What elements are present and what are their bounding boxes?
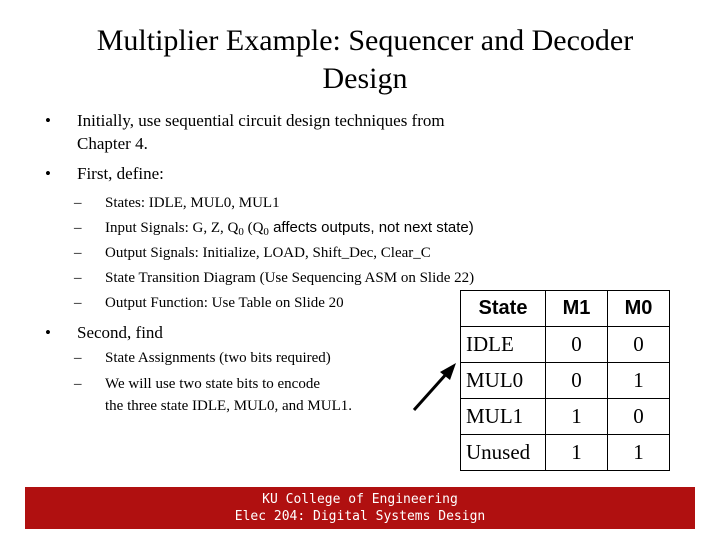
cell-m1: 0 (546, 363, 608, 399)
table-row (461, 435, 670, 471)
dash-mark: – (74, 220, 82, 236)
cell-state: Unused (461, 435, 546, 471)
bullet-mark: • (45, 111, 51, 130)
table-row (461, 363, 670, 399)
define-item-text: Output Function: Use Table on Slide 20 (105, 295, 344, 311)
slide-title-line2: Design (322, 62, 408, 95)
cell-m0: 1 (608, 435, 670, 471)
arrow-icon (410, 358, 460, 414)
bullet-text: Initially, use sequential circuit design techniques from (77, 111, 445, 130)
footer-banner (25, 487, 695, 529)
bullet-text-cont: Chapter 4. (77, 134, 148, 153)
table-header-row (461, 291, 670, 327)
q0-subscript: 0 (238, 226, 244, 238)
define-item-text (105, 218, 474, 242)
table-row (461, 327, 670, 363)
bullet-text: First, define: (77, 164, 164, 183)
cell-state: MUL0 (461, 363, 546, 399)
define-item-text: State Transition Diagram (Use Sequencing ASM on Slide 22) (105, 270, 475, 286)
define-item-text: States: IDLE, MUL0, MUL1 (105, 195, 280, 211)
find-item-text: State Assignments (two bits required) (105, 350, 331, 366)
dash-mark: – (74, 350, 82, 366)
cell-m1: 0 (546, 327, 608, 363)
cell-m0: 1 (608, 363, 670, 399)
cell-state: IDLE (461, 327, 546, 363)
slide-title (40, 22, 690, 98)
header-state: State (461, 291, 546, 327)
dash-mark: – (74, 195, 82, 211)
header-m0: M0 (608, 291, 670, 327)
bullet-text: Second, find (77, 323, 163, 342)
footer-course: Elec 204: Digital Systems Design (234, 509, 486, 524)
dash-mark: – (74, 376, 82, 392)
input-signals-note: affects outputs, not next state) (268, 219, 474, 236)
bullet-mark: • (45, 323, 51, 342)
cell-m1: 1 (546, 435, 608, 471)
cell-m0: 0 (608, 327, 670, 363)
cell-m0: 0 (608, 399, 670, 435)
bullet-mark: • (45, 164, 51, 183)
find-item-text-cont: the three state IDLE, MUL0, and MUL1. (105, 398, 353, 414)
define-item-text: Output Signals: Initialize, LOAD, Shift_Dec, Clear_C (105, 245, 431, 261)
header-m1: M1 (546, 291, 608, 327)
footer-college: KU College of Engineering (262, 492, 458, 507)
dash-mark: – (74, 295, 82, 311)
dash-mark: – (74, 245, 82, 261)
slide-title-line1: Multiplier Example: Sequencer and Decoder (96, 24, 634, 57)
input-signals-mid: (Q (243, 220, 264, 236)
table-row (461, 399, 670, 435)
input-signals-prefix: Input Signals: G, Z, Q (105, 220, 239, 236)
cell-m1: 1 (546, 399, 608, 435)
find-item-text: We will use two state bits to encode (105, 376, 320, 392)
cell-state: MUL1 (461, 399, 546, 435)
state-assignment-table (460, 290, 670, 471)
q0-subscript-2: 0 (263, 226, 269, 238)
dash-mark: – (74, 270, 82, 286)
